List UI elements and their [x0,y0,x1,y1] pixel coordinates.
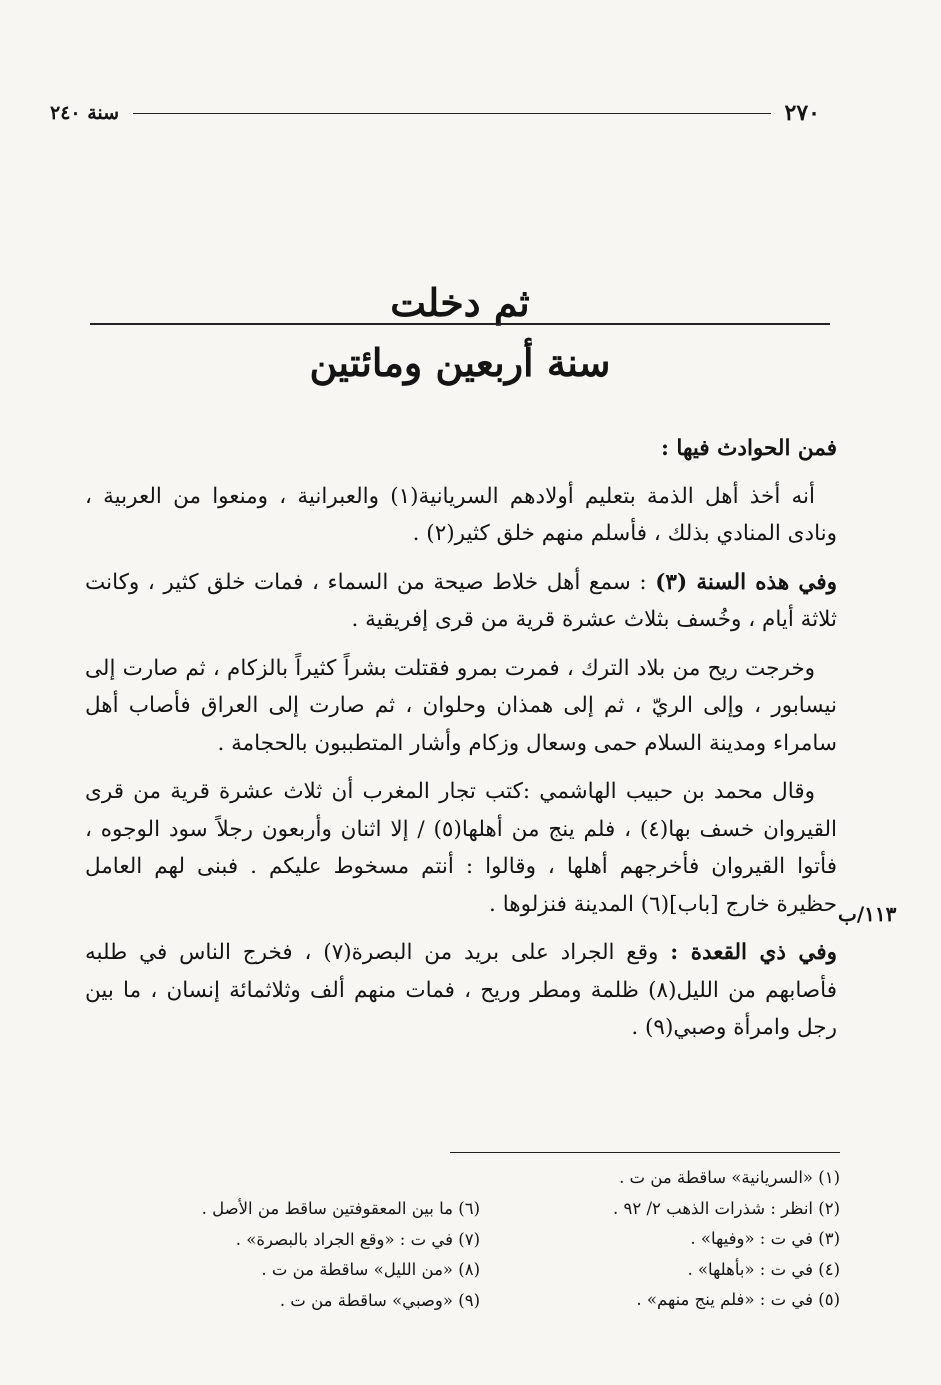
footnote: (٤) في ت : «بأهلها» . [687,1259,840,1279]
chapter-heading-line2: سنة أربعين ومائتين [309,340,611,385]
page-number: ٢٧٠ [784,100,820,126]
running-header [50,98,820,128]
paragraph-5-text: وقع الجراد على بريد من البصرة(٧) ، فخرج الناس في طلبه فأصابهم من الليل(٨) ظلمة ومطر وريح ، فمات منهم ألف وثلاثمائة إنسان ، ما بين رجل وامرأة وصبي(٩) . [85,940,837,1040]
paragraph-3 [85,650,837,763]
footnote: (٢) انظر : شذرات الذهب ٢/ ٩٢ . [612,1198,840,1218]
paragraph-2 [85,564,837,639]
paragraph-2-lead: وفي هذه السنة (٣) [655,569,837,595]
manuscript-folio-note: ١١٣/ب [838,902,897,926]
footnote: (٦) ما بين المعقوفتين ساقط من الأصل . [201,1199,480,1218]
footnote-rule [450,1152,840,1153]
footnote: (٥) في ت : «فلم ينج منهم» . [636,1290,840,1309]
paragraph-1 [85,478,837,553]
footnote: (٩) «وصبي» ساقطة من ت . [279,1290,480,1310]
paragraph-2-text: : سمع أهل خلاط صيحة من السماء ، فمات خلق كثير ، وكانت ثلاثة أيام ، وخُسف بثلاث عشرة قرية من قرى إفريقية . [85,569,837,632]
paragraph-4-text: وقال محمد بن حبيب الهاشمي :كتب تجار المغرب أن ثلاث عشرة قرية من قرى القيروان خسف بها(٤) ، فلم ينج من أهلها(٥) / إلا اثنان وأربعون رجلاً سود الوجوه ، فأتوا القيروان فأخرجهم أهلها ، وقالوا : أنتم مسخوط عليكم . فبنى لهم العامل حظيرة خارج [باب](٦) المدينة فنزلوها . [85,779,838,917]
header-rule [133,113,770,114]
chapter-heading-line1: ثم دخلت [390,280,530,325]
paragraph-3-text: وخرجت ريح من بلاد الترك ، فمرت بمرو فقتلت بشراً كثيراً بالزكام ، ثم صارت إلى نيسابور ، وإلى الريّ ، ثم إلى همذان وحلوان ، ثم صارت إلى العراق فأصاب أهل سامراء ومدينة السلام حمى وسعال وزكام وأشار المتطببون بالحجامة . [85,655,837,756]
body-text [85,430,837,1058]
section-lead: فمن الحوادث فيها : [661,436,837,461]
paragraph-1-text: أنه أخذ أهل الذمة بتعليم أولادهم السريانية(١) والعبرانية ، ومنعوا من العربية ، ونادى المنادي بذلك ، فأسلم منهم خلق كثير(٢) . [85,483,837,546]
heading-rule [90,323,830,325]
paragraph-4 [85,773,837,923]
footnotes-left-column [180,1194,480,1316]
footnotes-right-column [470,1163,840,1316]
footnote: (٣) في ت : «وفيها» . [690,1229,840,1248]
paragraph-5 [85,934,837,1047]
running-title: سنة ٢٤٠ [50,102,120,124]
footnote: (٧) في ت : «وقع الجراد بالبصرة» . [235,1229,480,1249]
paragraph-5-lead: وفي ذي القعدة : [670,940,837,965]
footnote: (٨) «من الليل» ساقطة من ت . [261,1260,480,1279]
footnote: (١) «السريانية» ساقطة من ت . [619,1168,840,1187]
